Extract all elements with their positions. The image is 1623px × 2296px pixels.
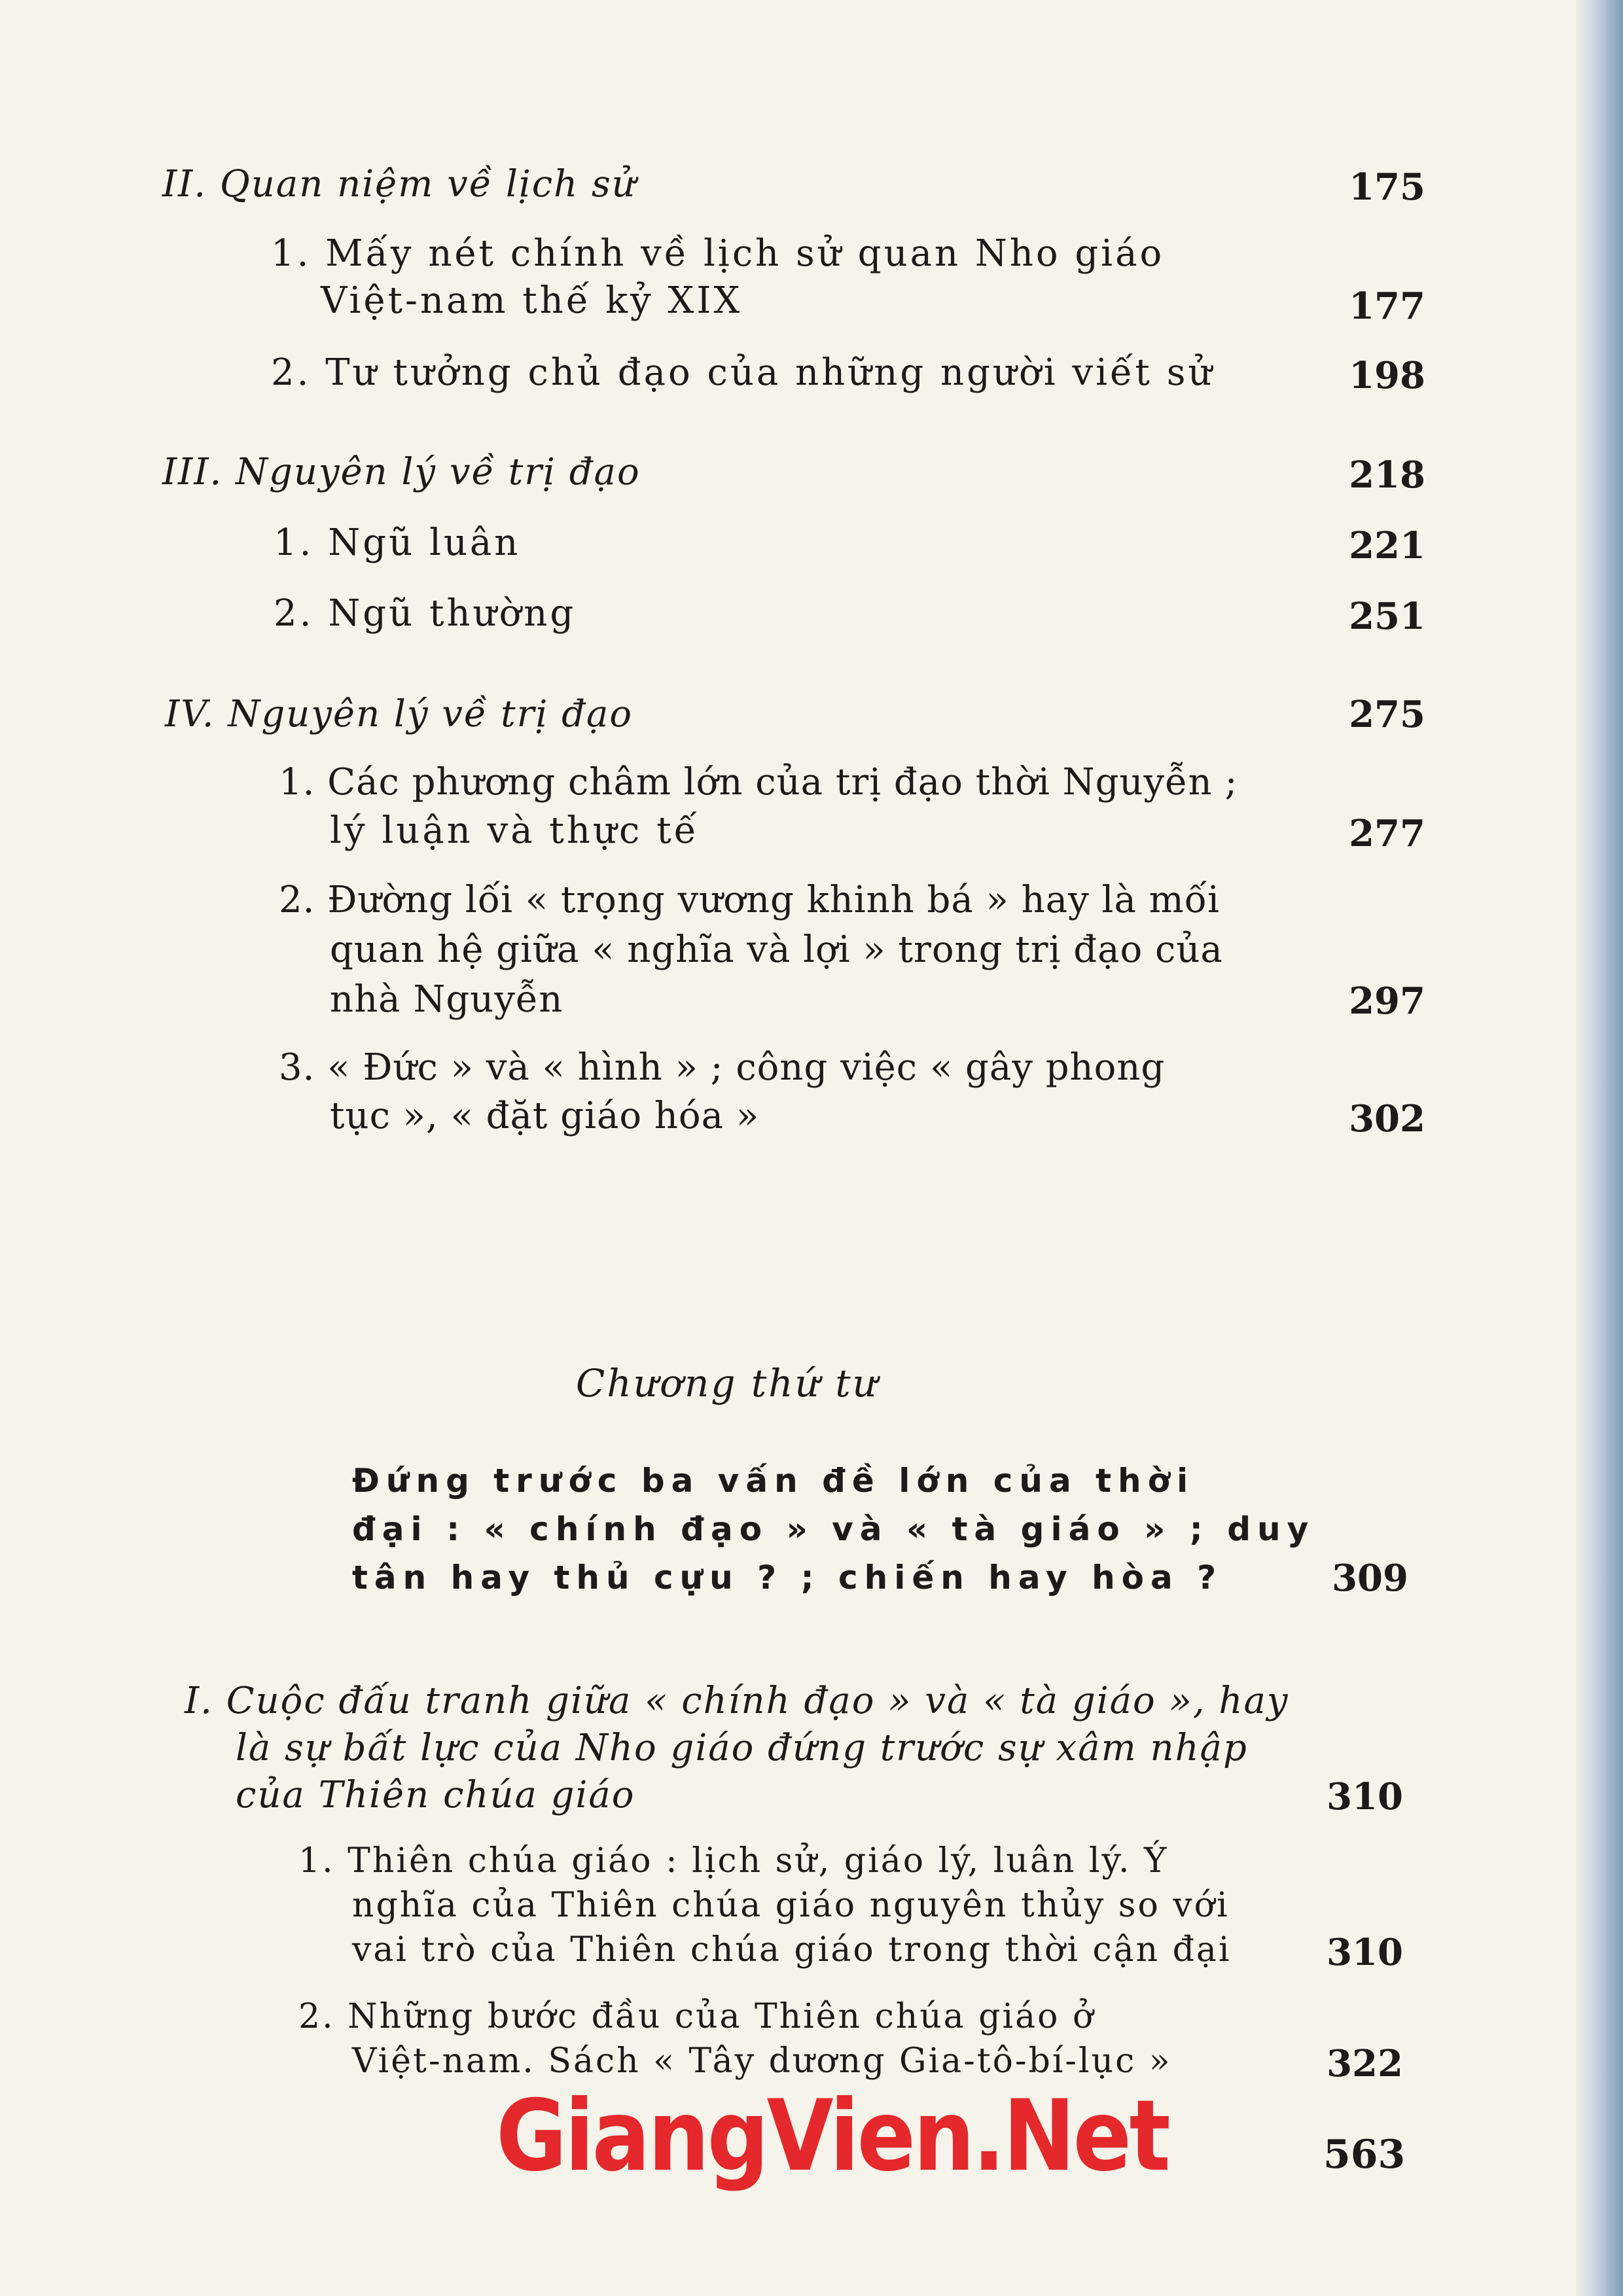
toc2-section-i-line1: I. Cuộc đấu tranh giữa « chính đạo » và « tà giáo », hay: [185, 1680, 1289, 1722]
toc2-i-1-line2: nghĩa của Thiên chúa giáo nguyên thủy so với: [352, 1886, 1230, 1925]
toc-ii-2-line1: 2. Tư tưởng chủ đạo của những người viết sử: [271, 351, 1215, 394]
toc-iv-3-line2: tục », « đặt giáo hóa »: [330, 1095, 760, 1137]
toc-section-iv-title: IV. Nguyên lý về trị đạo: [165, 693, 633, 735]
toc2-i-1-line3: vai trò của Thiên chúa giáo trong thời cận đại: [352, 1930, 1232, 1969]
chapter-title-line1: Đứng trước ba vấn đề lớn của thời: [352, 1462, 1195, 1500]
toc-section-ii-page: 175: [1349, 166, 1425, 209]
chapter-title-line3: tân hay thủ cựu ? ; chiến hay hòa ?: [352, 1559, 1223, 1597]
toc-section-ii-title: II. Quan niệm về lịch sử: [162, 163, 637, 205]
toc-iv-2-page: 297: [1349, 980, 1425, 1023]
toc-iii-2-line1: 2. Ngũ thường: [274, 592, 577, 635]
toc2-i-2-page: 322: [1327, 2042, 1403, 2085]
toc-ii-2-page: 198: [1349, 354, 1425, 397]
chapter-title-line2: đại : « chính đạo » và « tà giáo » ; duy: [352, 1510, 1315, 1548]
toc-section-iii-page: 218: [1349, 453, 1425, 497]
toc2-section-i-line2: là sự bất lực của Nho giáo đứng trước sự xâm nhập: [236, 1727, 1248, 1769]
toc-iv-3-line1: 3. « Đức » và « hình » ; công việc « gây phong: [279, 1046, 1166, 1089]
toc-iv-2-line2: quan hệ giữa « nghĩa và lợi » trong trị đạo của: [330, 928, 1223, 971]
toc-iii-1-page: 221: [1349, 524, 1425, 567]
book-spine-edge: [1576, 0, 1623, 2296]
toc2-i-1-line1: 1. Thiên chúa giáo : lịch sử, giáo lý, luân lý. Ý: [298, 1841, 1169, 1881]
toc-iv-1-line2: lý luận và thực tế: [330, 809, 700, 852]
toc-iv-2-line3: nhà Nguyễn: [330, 978, 563, 1021]
chapter-page: 309: [1332, 1557, 1408, 1600]
toc2-i-1-page: 310: [1327, 1931, 1403, 1974]
toc-ii-1-line1: 1. Mấy nét chính về lịch sử quan Nho giáo: [271, 232, 1165, 275]
toc-section-iv-page: 275: [1349, 693, 1425, 736]
toc-iv-3-page: 302: [1349, 1097, 1425, 1140]
toc2-section-i-page: 310: [1327, 1775, 1403, 1818]
toc-iv-2-line1: 2. Đường lối « trọng vương khinh bá » hay là mối: [279, 879, 1220, 921]
chapter-heading: Chương thứ tư: [576, 1361, 880, 1405]
toc-iii-2-page: 251: [1349, 595, 1425, 638]
toc2-i-2-line2: Việt-nam. Sách « Tây dương Gia-tô-bí-lục »: [352, 2041, 1172, 2081]
toc-iv-1-page: 277: [1349, 812, 1425, 855]
toc-ii-1-page: 177: [1349, 285, 1425, 328]
toc-iii-1-line1: 1. Ngũ luân: [274, 521, 521, 564]
toc-section-iii-title: III. Nguyên lý về trị đạo: [162, 451, 641, 493]
watermark-text: GiangVien.Net: [496, 2079, 1169, 2193]
toc-iv-1-line1: 1. Các phương châm lớn của trị đạo thời Nguyễn ;: [279, 761, 1238, 804]
toc2-i-2-line1: 2. Những bước đầu của Thiên chúa giáo ở: [298, 1997, 1096, 2036]
toc-ii-1-line2: Việt-nam thế kỷ XIX: [321, 279, 743, 322]
toc2-section-i-line3: của Thiên chúa giáo: [236, 1774, 635, 1816]
page-number: 563: [1323, 2132, 1406, 2178]
